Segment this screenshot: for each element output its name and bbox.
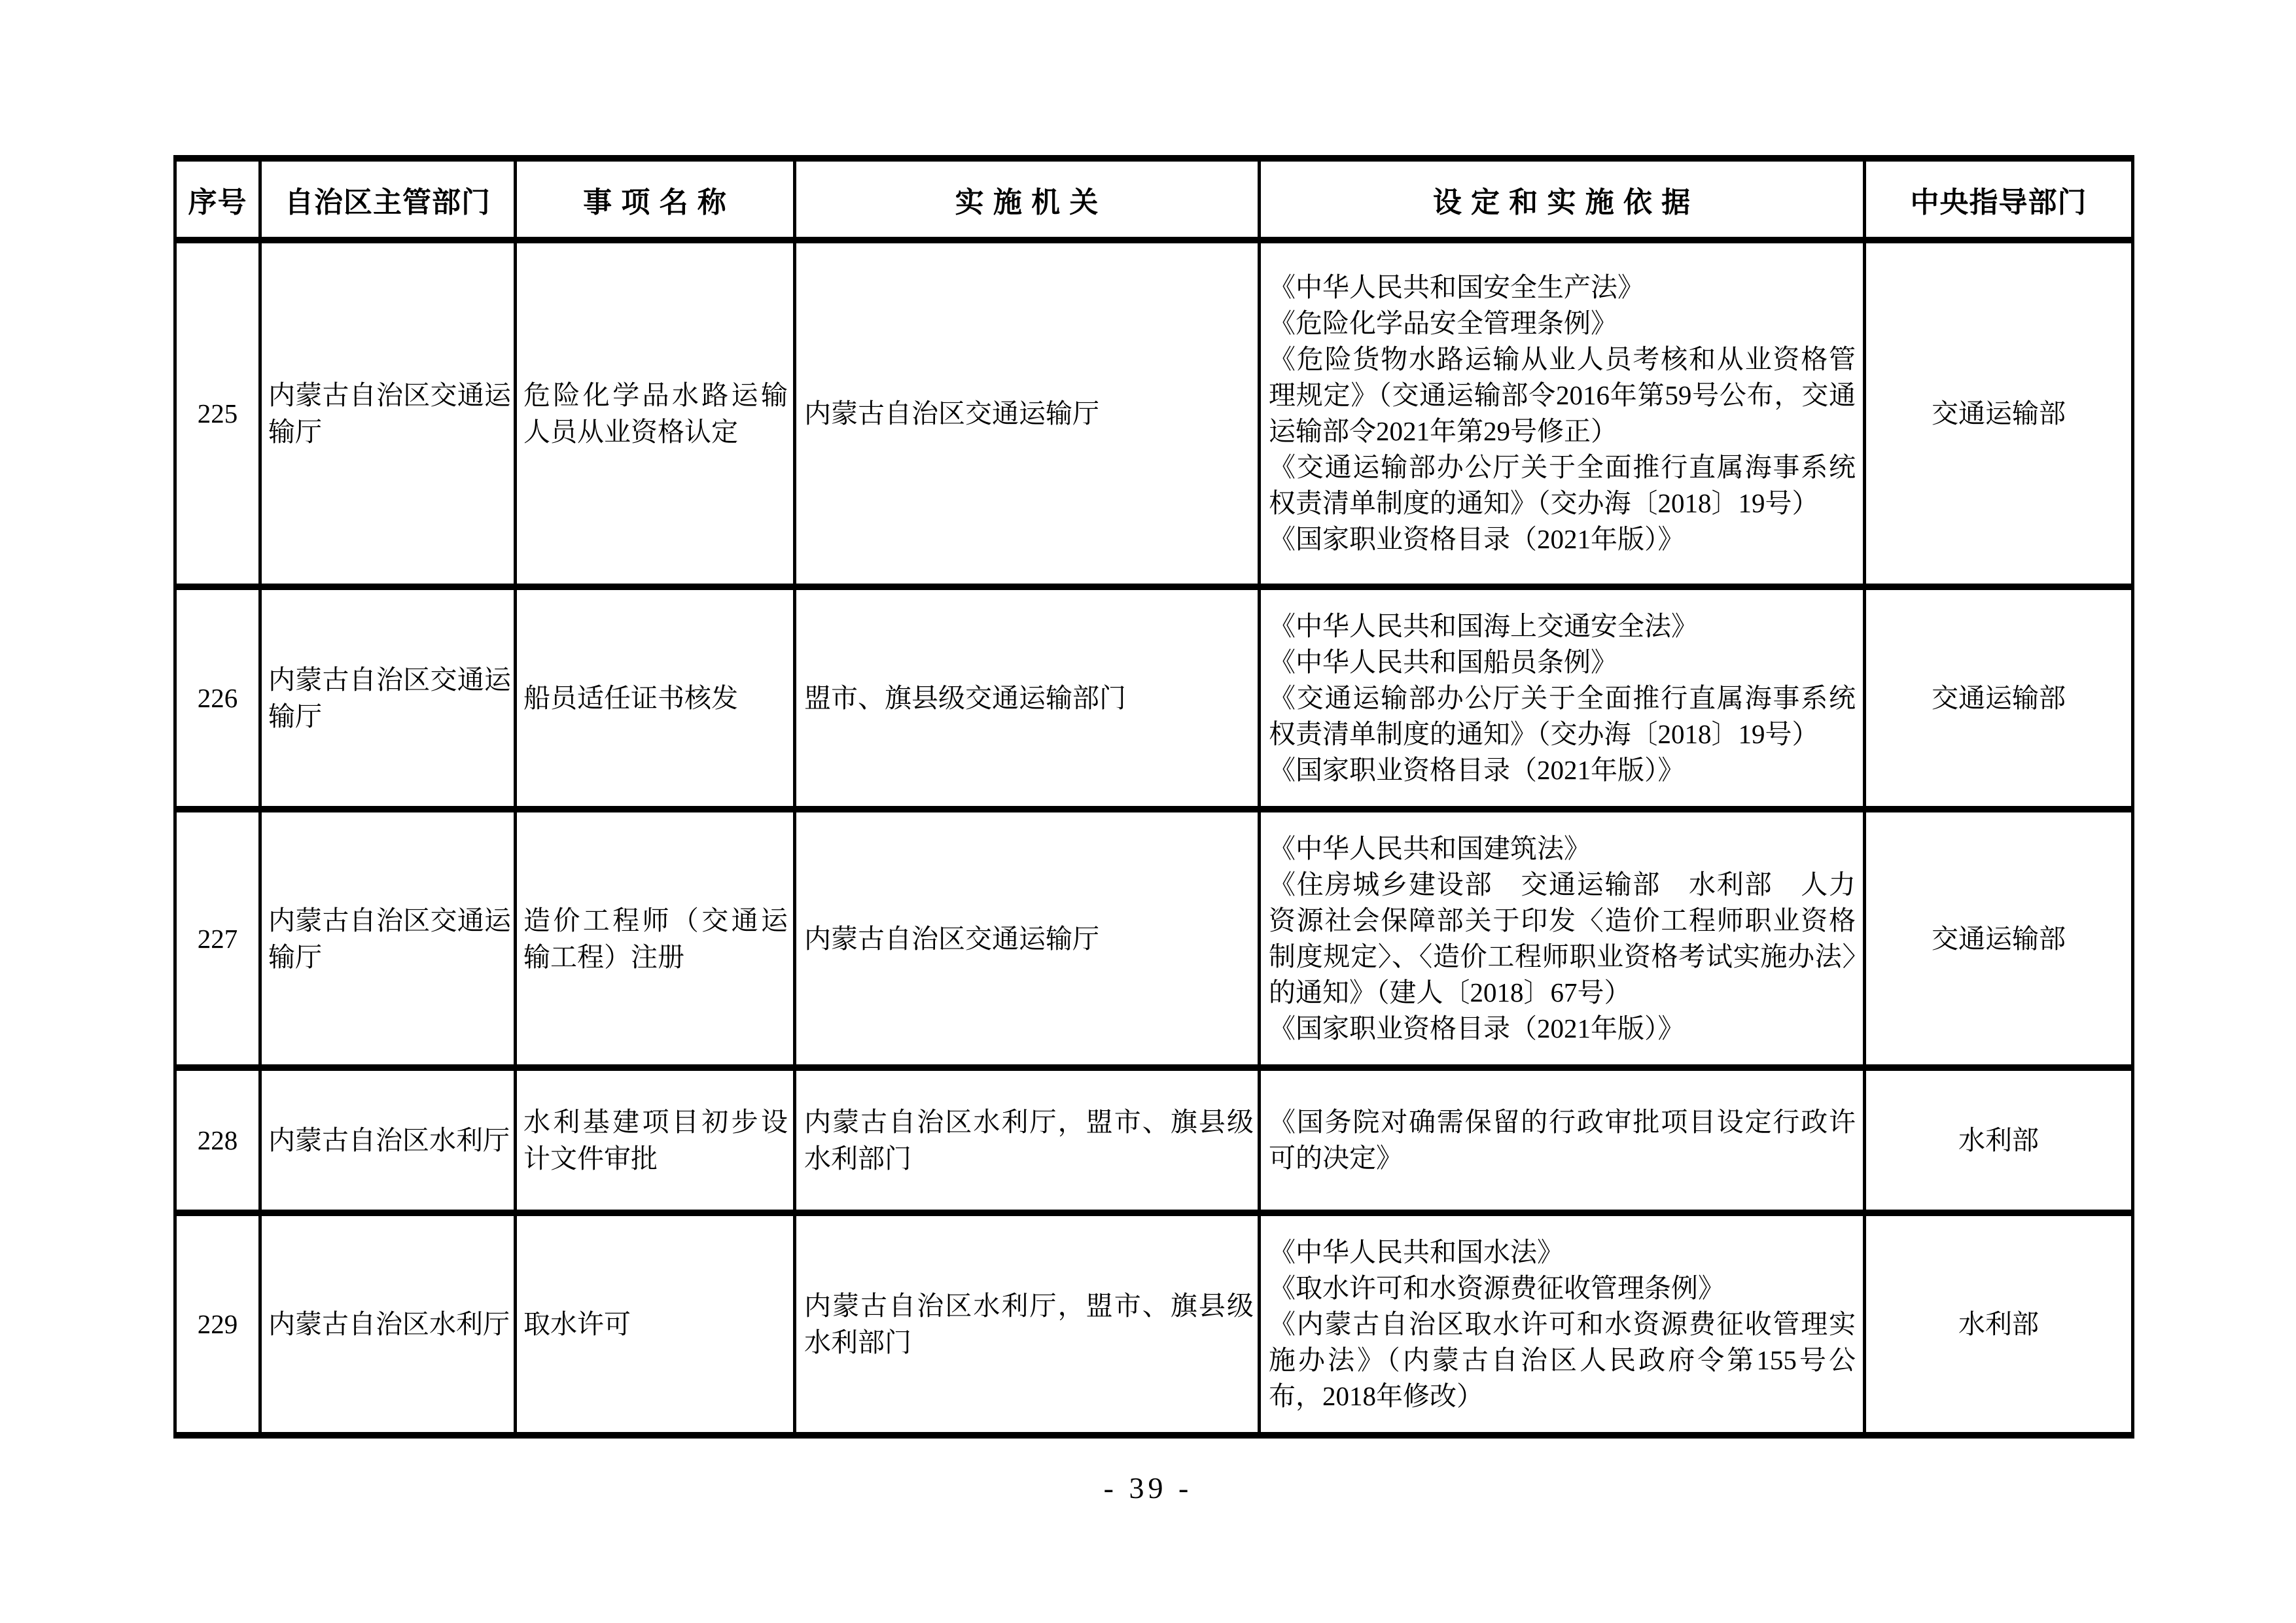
cell-region-department: 内蒙古自治区水利厅 — [260, 1213, 516, 1435]
cell-serial-number: 226 — [175, 587, 260, 809]
header-region-department: 自治区主管部门 — [260, 158, 516, 240]
cell-item-name: 水利基建项目初步设计文件审批 — [516, 1068, 795, 1213]
table-row-229 — [175, 1213, 2133, 1435]
legal-basis-line: 《中华人民共和国水法》 — [1269, 1236, 1564, 1267]
cell-implementing-agency: 内蒙古自治区水利厅，盟市、旗县级水利部门 — [795, 1213, 1260, 1435]
cell-region-department: 内蒙古自治区交通运输厅 — [260, 809, 516, 1068]
page-number: - 39 - — [1103, 1471, 1193, 1505]
legal-basis-line: 《危险货物水路运输从业人员考核和从业资格管理规定》（交通运输部令2016年第59号公布，交通运输部令2021年第29号修正） — [1269, 344, 1856, 446]
cell-central-guidance-department: 交通运输部 — [1865, 240, 2133, 587]
cell-central-guidance-department: 交通运输部 — [1865, 587, 2133, 809]
cell-region-department: 内蒙古自治区水利厅 — [260, 1068, 516, 1213]
legal-basis-line: 《中华人民共和国建筑法》 — [1269, 833, 1591, 864]
cell-implementing-agency: 盟市、旗县级交通运输部门 — [795, 587, 1260, 809]
header-item-name: 事 项 名 称 — [516, 158, 795, 240]
cell-serial-number: 228 — [175, 1068, 260, 1213]
legal-basis-line: 《国家职业资格目录（2021年版）》 — [1269, 1013, 1685, 1043]
cell-region-department: 内蒙古自治区交通运输厅 — [260, 240, 516, 587]
header-serial-number: 序号 — [175, 158, 260, 240]
cell-serial-number: 225 — [175, 240, 260, 587]
cell-legal-basis — [1260, 587, 1865, 809]
header-implementing-agency: 实 施 机 关 — [795, 158, 1260, 240]
cell-item-name: 危险化学品水路运输人员从业资格认定 — [516, 240, 795, 587]
header-central-guidance-department: 中央指导部门 — [1865, 158, 2133, 240]
cell-central-guidance-department: 水利部 — [1865, 1213, 2133, 1435]
table-row-227 — [175, 809, 2133, 1068]
legal-basis-line: 《中华人民共和国安全生产法》 — [1269, 272, 1644, 302]
legal-basis-line: 《交通运输部办公厅关于全面推行直属海事系统权责清单制度的通知》（交办海〔2018〕19号） — [1269, 452, 1856, 518]
cell-legal-basis — [1260, 1068, 1865, 1213]
cell-legal-basis — [1260, 809, 1865, 1068]
legal-basis-line: 《住房城乡建设部 交通运输部 水利部 人力资源社会保障部关于印发〈造价工程师职业资格制度规定〉、〈造价工程师职业资格考试实施办法〉的通知》（建人〔2018〕67号） — [1269, 869, 1856, 1007]
cell-legal-basis — [1260, 1213, 1865, 1435]
cell-serial-number: 229 — [175, 1213, 260, 1435]
approval-items-table — [173, 155, 2134, 1439]
header-legal-basis: 设 定 和 实 施 依 据 — [1260, 158, 1865, 240]
cell-implementing-agency: 内蒙古自治区水利厅，盟市、旗县级水利部门 — [795, 1068, 1260, 1213]
legal-basis-line: 《交通运输部办公厅关于全面推行直属海事系统权责清单制度的通知》（交办海〔2018〕19号） — [1269, 682, 1856, 749]
legal-basis-line: 《中华人民共和国船员条例》 — [1269, 646, 1617, 677]
cell-item-name: 造价工程师（交通运输工程）注册 — [516, 809, 795, 1068]
cell-serial-number: 227 — [175, 809, 260, 1068]
table-header-row — [175, 158, 2133, 240]
table-row-226 — [175, 587, 2133, 809]
cell-item-name: 取水许可 — [516, 1213, 795, 1435]
legal-basis-line: 《国家职业资格目录（2021年版）》 — [1269, 754, 1685, 785]
legal-basis-line: 《内蒙古自治区取水许可和水资源费征收管理实施办法》（内蒙古自治区人民政府令第155号公布，2018年修改） — [1269, 1308, 1856, 1411]
cell-region-department: 内蒙古自治区交通运输厅 — [260, 587, 516, 809]
legal-basis-line: 《取水许可和水资源费征收管理条例》 — [1269, 1272, 1725, 1303]
legal-basis-line: 《国家职业资格目录（2021年版）》 — [1269, 524, 1685, 554]
legal-basis-line: 《国务院对确需保留的行政审批项目设定行政许可的决定》 — [1269, 1107, 1856, 1173]
cell-item-name: 船员适任证书核发 — [516, 587, 795, 809]
cell-central-guidance-department: 水利部 — [1865, 1068, 2133, 1213]
cell-implementing-agency: 内蒙古自治区交通运输厅 — [795, 240, 1260, 587]
legal-basis-line: 《中华人民共和国海上交通安全法》 — [1269, 610, 1698, 641]
table-row-228 — [175, 1068, 2133, 1213]
legal-basis-line: 《危险化学品安全管理条例》 — [1269, 308, 1617, 338]
cell-central-guidance-department: 交通运输部 — [1865, 809, 2133, 1068]
cell-implementing-agency: 内蒙古自治区交通运输厅 — [795, 809, 1260, 1068]
cell-legal-basis — [1260, 240, 1865, 587]
table-row-225 — [175, 240, 2133, 587]
